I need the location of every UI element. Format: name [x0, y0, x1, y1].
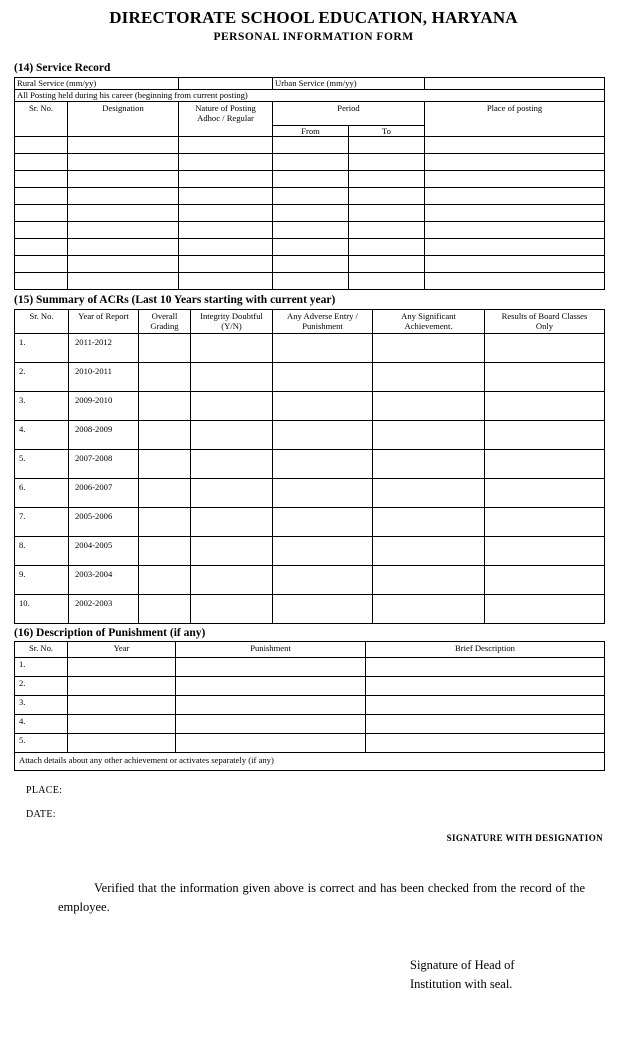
col-header-nature-of-posting	[179, 101, 273, 137]
acr-cell-integrity-doubtful[interactable]	[191, 420, 273, 449]
urban-service-label: Urban Service (mm/yy)	[273, 77, 425, 89]
col-header-brief-description: Brief Description	[366, 642, 605, 658]
table-row	[15, 137, 605, 154]
acr-cell-significant-achievement[interactable]	[373, 478, 485, 507]
service-cell-sr-no[interactable]	[15, 239, 68, 256]
acr-cell-overall-grading[interactable]	[139, 507, 191, 536]
acr-cell-sr-no: 5.	[15, 449, 69, 478]
place-date-block	[26, 785, 627, 821]
acr-cell-overall-grading[interactable]	[139, 391, 191, 420]
acr-cell-board-class-results[interactable]	[485, 565, 605, 594]
acr-cell-adverse-entry-punishment[interactable]	[273, 449, 373, 478]
acr-cell-significant-achievement[interactable]	[373, 362, 485, 391]
punishment-attach-note-body	[15, 753, 605, 771]
table-row	[15, 565, 605, 594]
service-cell-designation[interactable]	[68, 256, 179, 273]
service-cell-place-of-posting[interactable]	[425, 239, 605, 256]
col-header-board-class-results-line2: Only	[535, 321, 554, 332]
punishment-cell-year[interactable]	[68, 696, 176, 715]
service-record-blank-rows	[15, 137, 605, 290]
head-signature-block	[410, 956, 627, 994]
acr-cell-sr-no: 3.	[15, 391, 69, 420]
acr-cell-adverse-entry-punishment[interactable]	[273, 507, 373, 536]
page-subtitle: PERSONAL INFORMATION FORM	[213, 31, 414, 44]
service-cell-designation[interactable]	[68, 154, 179, 171]
table-row	[15, 333, 605, 362]
service-cell-period-from[interactable]	[273, 171, 349, 188]
punishment-cell-punishment[interactable]	[176, 658, 366, 677]
table-row	[15, 536, 605, 565]
acr-cell-board-class-results[interactable]	[485, 449, 605, 478]
table-header-row-service	[15, 101, 605, 125]
acr-cell-significant-achievement[interactable]	[373, 391, 485, 420]
service-cell-period-from[interactable]	[273, 273, 349, 290]
acr-cell-integrity-doubtful[interactable]	[191, 594, 273, 623]
acr-cell-significant-achievement[interactable]	[373, 536, 485, 565]
col-header-period: Period	[273, 101, 425, 125]
place-label: PLACE:	[26, 785, 63, 797]
service-cell-period-to[interactable]	[349, 171, 425, 188]
acr-cell-adverse-entry-punishment[interactable]	[273, 391, 373, 420]
col-header-designation: Designation	[68, 101, 179, 137]
punishment-cell-sr-no: 4.	[15, 715, 68, 734]
service-cell-designation[interactable]	[68, 239, 179, 256]
table-row	[15, 239, 605, 256]
service-cell-period-to[interactable]	[349, 222, 425, 239]
service-cell-period-from[interactable]	[273, 256, 349, 273]
acr-table-body	[15, 333, 605, 623]
table-row	[15, 420, 605, 449]
acr-cell-year-of-report: 2007-2008	[69, 449, 139, 478]
punishment-cell-brief-description[interactable]	[366, 734, 605, 753]
service-cell-nature-of-posting[interactable]	[179, 256, 273, 273]
service-cell-nature-of-posting[interactable]	[179, 188, 273, 205]
section-heading-service-record: (14) Service Record	[14, 62, 111, 75]
table-row	[15, 273, 605, 290]
table-row	[15, 222, 605, 239]
acr-cell-integrity-doubtful[interactable]	[191, 333, 273, 362]
acr-cell-overall-grading[interactable]	[139, 478, 191, 507]
service-cell-period-to[interactable]	[349, 256, 425, 273]
col-header-punishment: Punishment	[176, 642, 366, 658]
service-cell-designation[interactable]	[68, 137, 179, 154]
service-cell-nature-of-posting[interactable]	[179, 239, 273, 256]
acr-cell-year-of-report: 2010-2011	[69, 362, 139, 391]
col-header-nature-line1: Nature of Posting	[195, 102, 256, 113]
acr-cell-sr-no: 8.	[15, 536, 69, 565]
table-row	[15, 658, 605, 677]
acr-cell-overall-grading[interactable]	[139, 420, 191, 449]
table-row	[15, 256, 605, 273]
col-header-sr-no-line1: Sr. No.	[29, 310, 54, 321]
verification-statement: Verified that the information given above is correct and has been checked from the record of the employee.	[58, 881, 585, 915]
col-header-significant-achievement-line1: Any Significant	[401, 310, 456, 321]
acr-cell-year-of-report: 2008-2009	[69, 420, 139, 449]
col-header-period-from: From	[273, 125, 349, 137]
acr-cell-integrity-doubtful[interactable]	[191, 391, 273, 420]
punishment-cell-brief-description[interactable]	[366, 677, 605, 696]
acr-cell-adverse-entry-punishment[interactable]	[273, 420, 373, 449]
acr-cell-board-class-results[interactable]	[485, 362, 605, 391]
service-cell-period-from[interactable]	[273, 137, 349, 154]
punishment-table-body	[15, 658, 605, 753]
acr-cell-overall-grading[interactable]	[139, 565, 191, 594]
col-header-significant-achievement	[373, 309, 485, 333]
punishment-cell-brief-description[interactable]	[366, 696, 605, 715]
service-cell-sr-no[interactable]	[15, 188, 68, 205]
table-row	[15, 507, 605, 536]
service-cell-sr-no[interactable]	[15, 256, 68, 273]
acr-cell-adverse-entry-punishment[interactable]	[273, 565, 373, 594]
col-header-sr-no: Sr. No.	[15, 642, 68, 658]
acr-cell-integrity-doubtful[interactable]	[191, 449, 273, 478]
acr-cell-adverse-entry-punishment[interactable]	[273, 478, 373, 507]
table-row	[15, 188, 605, 205]
rural-service-label: Rural Service (mm/yy)	[15, 77, 179, 89]
service-cell-nature-of-posting[interactable]	[179, 171, 273, 188]
rural-service-value[interactable]	[179, 77, 273, 89]
col-header-adverse-entry-punishment-line1: Any Adverse Entry /	[287, 310, 358, 321]
col-header-nature-line2: Adhoc / Regular	[197, 113, 254, 124]
table-row-posting-note	[15, 89, 605, 101]
table-row	[15, 171, 605, 188]
table-row	[15, 391, 605, 420]
acr-cell-board-class-results[interactable]	[485, 391, 605, 420]
punishment-cell-punishment[interactable]	[176, 715, 366, 734]
service-cell-nature-of-posting[interactable]	[179, 222, 273, 239]
date-label: DATE:	[26, 809, 56, 821]
section-heading-punishment: (16) Description of Punishment (if any)	[14, 626, 206, 639]
service-cell-period-from[interactable]	[273, 188, 349, 205]
service-cell-period-to[interactable]	[349, 154, 425, 171]
service-cell-period-to[interactable]	[349, 188, 425, 205]
service-cell-sr-no[interactable]	[15, 273, 68, 290]
service-cell-period-from[interactable]	[273, 222, 349, 239]
acr-cell-adverse-entry-punishment[interactable]	[273, 333, 373, 362]
service-cell-sr-no[interactable]	[15, 154, 68, 171]
col-header-sr-no	[15, 309, 69, 333]
col-header-integrity-doubtful-line2: (Y/N)	[221, 321, 242, 332]
acr-cell-board-class-results[interactable]	[485, 507, 605, 536]
service-cell-place-of-posting[interactable]	[425, 222, 605, 239]
acr-cell-significant-achievement[interactable]	[373, 507, 485, 536]
acr-cell-year-of-report: 2011-2012	[69, 333, 139, 362]
acr-cell-overall-grading[interactable]	[139, 536, 191, 565]
table-row-attach-note	[15, 753, 605, 771]
service-cell-designation[interactable]	[68, 222, 179, 239]
table-row	[15, 715, 605, 734]
table-header-row-acr	[15, 309, 605, 333]
col-header-place-of-posting: Place of posting	[425, 101, 605, 137]
service-cell-period-from[interactable]	[273, 239, 349, 256]
service-cell-period-from[interactable]	[273, 205, 349, 222]
table-row	[15, 362, 605, 391]
service-cell-place-of-posting[interactable]	[425, 273, 605, 290]
acr-cell-year-of-report: 2004-2005	[69, 536, 139, 565]
acr-cell-sr-no: 6.	[15, 478, 69, 507]
acr-cell-overall-grading[interactable]	[139, 333, 191, 362]
service-cell-period-to[interactable]	[349, 205, 425, 222]
service-cell-place-of-posting[interactable]	[425, 171, 605, 188]
col-header-board-class-results	[485, 309, 605, 333]
col-header-overall-grading	[139, 309, 191, 333]
acr-cell-significant-achievement[interactable]	[373, 420, 485, 449]
service-cell-sr-no[interactable]	[15, 205, 68, 222]
table-row	[15, 594, 605, 623]
acr-cell-board-class-results[interactable]	[485, 478, 605, 507]
service-cell-period-to[interactable]	[349, 273, 425, 290]
service-cell-nature-of-posting[interactable]	[179, 154, 273, 171]
acr-cell-board-class-results[interactable]	[485, 536, 605, 565]
attach-details-note: Attach details about any other achievement or activates separately (if any)	[15, 753, 605, 771]
col-header-overall-grading-line1: Overall	[151, 310, 178, 321]
service-cell-place-of-posting[interactable]	[425, 256, 605, 273]
punishment-cell-punishment[interactable]	[176, 734, 366, 753]
punishment-cell-brief-description[interactable]	[366, 658, 605, 677]
table-row	[15, 478, 605, 507]
col-header-year: Year	[68, 642, 176, 658]
punishment-cell-sr-no: 3.	[15, 696, 68, 715]
table-row	[15, 449, 605, 478]
service-cell-sr-no[interactable]	[15, 222, 68, 239]
acr-cell-sr-no: 4.	[15, 420, 69, 449]
acr-cell-significant-achievement[interactable]	[373, 333, 485, 362]
table-row	[15, 205, 605, 222]
service-cell-sr-no[interactable]	[15, 137, 68, 154]
acr-cell-year-of-report: 2006-2007	[69, 478, 139, 507]
table-row	[15, 696, 605, 715]
acr-cell-sr-no: 9.	[15, 565, 69, 594]
punishment-cell-year[interactable]	[68, 715, 176, 734]
punishment-cell-sr-no: 5.	[15, 734, 68, 753]
acr-cell-sr-no: 7.	[15, 507, 69, 536]
personal-information-form-page	[0, 8, 627, 1059]
acr-cell-sr-no: 1.	[15, 333, 69, 362]
acr-cell-adverse-entry-punishment[interactable]	[273, 362, 373, 391]
service-cell-period-to[interactable]	[349, 239, 425, 256]
service-cell-designation[interactable]	[68, 205, 179, 222]
service-cell-period-to[interactable]	[349, 137, 425, 154]
acr-cell-overall-grading[interactable]	[139, 449, 191, 478]
section-heading-acr-summary: (15) Summary of ACRs (Last 10 Years starting with current year)	[14, 294, 336, 307]
punishment-cell-punishment[interactable]	[176, 696, 366, 715]
acr-cell-year-of-report: 2005-2006	[69, 507, 139, 536]
service-cell-designation[interactable]	[68, 171, 179, 188]
service-cell-designation[interactable]	[68, 273, 179, 290]
service-cell-place-of-posting[interactable]	[425, 154, 605, 171]
col-header-adverse-entry-punishment	[273, 309, 373, 333]
table-row	[15, 677, 605, 696]
acr-cell-overall-grading[interactable]	[139, 594, 191, 623]
col-header-significant-achievement-line2: Achievement.	[404, 321, 453, 332]
service-cell-period-from[interactable]	[273, 154, 349, 171]
punishment-cell-sr-no: 2.	[15, 677, 68, 696]
signature-with-designation-label: SIGNATURE WITH DESIGNATION	[446, 833, 603, 844]
col-header-overall-grading-line2: Grading	[150, 321, 179, 332]
acr-cell-board-class-results[interactable]	[485, 333, 605, 362]
acr-cell-year-of-report: 2009-2010	[69, 391, 139, 420]
acr-cell-sr-no: 10.	[15, 594, 69, 623]
col-header-integrity-doubtful	[191, 309, 273, 333]
punishment-cell-year[interactable]	[68, 734, 176, 753]
service-cell-nature-of-posting[interactable]	[179, 205, 273, 222]
punishment-cell-brief-description[interactable]	[366, 715, 605, 734]
acr-cell-board-class-results[interactable]	[485, 420, 605, 449]
col-header-adverse-entry-punishment-line2: Punishment	[302, 321, 343, 332]
table-row	[15, 734, 605, 753]
acr-cell-board-class-results[interactable]	[485, 594, 605, 623]
acr-cell-year-of-report: 2002-2003	[69, 594, 139, 623]
col-header-integrity-doubtful-line1: Integrity Doubtful	[200, 310, 263, 321]
col-header-sr-no: Sr. No.	[15, 101, 68, 137]
urban-service-value[interactable]	[425, 77, 605, 89]
service-cell-designation[interactable]	[68, 188, 179, 205]
col-header-year-of-report-line1: Year of Report	[78, 310, 129, 321]
acr-cell-adverse-entry-punishment[interactable]	[273, 594, 373, 623]
col-header-board-class-results-line1: Results of Board Classes	[501, 310, 588, 321]
service-cell-place-of-posting[interactable]	[425, 137, 605, 154]
acr-cell-integrity-doubtful[interactable]	[191, 362, 273, 391]
page-title: DIRECTORATE SCHOOL EDUCATION, HARYANA	[109, 8, 518, 27]
punishment-cell-year[interactable]	[68, 658, 176, 677]
acr-cell-significant-achievement[interactable]	[373, 565, 485, 594]
punishment-cell-sr-no: 1.	[15, 658, 68, 677]
acr-cell-integrity-doubtful[interactable]	[191, 565, 273, 594]
punishment-cell-punishment[interactable]	[176, 677, 366, 696]
acr-cell-significant-achievement[interactable]	[373, 594, 485, 623]
acr-cell-sr-no: 2.	[15, 362, 69, 391]
acr-cell-year-of-report: 2003-2004	[69, 565, 139, 594]
acr-cell-integrity-doubtful[interactable]	[191, 507, 273, 536]
service-cell-place-of-posting[interactable]	[425, 188, 605, 205]
col-header-year-of-report	[69, 309, 139, 333]
acr-cell-integrity-doubtful[interactable]	[191, 536, 273, 565]
punishment-cell-year[interactable]	[68, 677, 176, 696]
table-header-row-punishment	[15, 642, 605, 658]
acr-cell-adverse-entry-punishment[interactable]	[273, 536, 373, 565]
acr-cell-significant-achievement[interactable]	[373, 449, 485, 478]
punishment-table	[14, 641, 605, 771]
acr-cell-overall-grading[interactable]	[139, 362, 191, 391]
acr-summary-table	[14, 309, 605, 624]
service-cell-nature-of-posting[interactable]	[179, 273, 273, 290]
service-record-table	[14, 77, 605, 291]
table-row	[15, 154, 605, 171]
service-cell-nature-of-posting[interactable]	[179, 137, 273, 154]
service-cell-place-of-posting[interactable]	[425, 205, 605, 222]
col-header-period-to: To	[349, 125, 425, 137]
acr-cell-integrity-doubtful[interactable]	[191, 478, 273, 507]
posting-held-note: All Posting held during his career (beginning from current posting)	[15, 89, 605, 101]
head-signature-line-2: Institution with seal.	[410, 976, 513, 991]
service-cell-sr-no[interactable]	[15, 171, 68, 188]
head-signature-line-1: Signature of Head of	[410, 957, 515, 972]
table-row-service-period	[15, 77, 605, 89]
